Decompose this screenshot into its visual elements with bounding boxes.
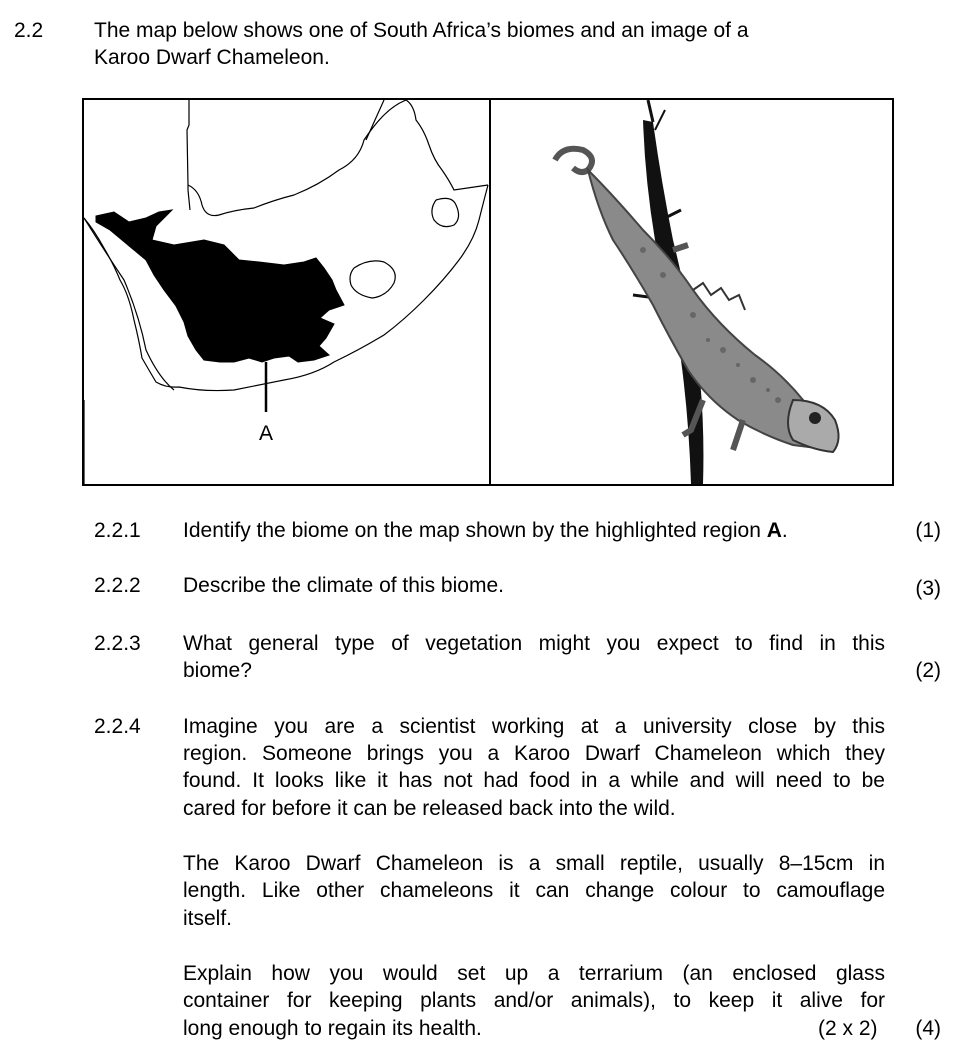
subq-2-2-2-marks: (3) (915, 577, 941, 600)
subq-2-2-3-line-1: What general type of vegetation might you expect to find in this (183, 632, 885, 655)
map-label-a: A (258, 422, 274, 445)
subq-2-2-1-number: 2.2.1 (94, 519, 141, 542)
biome-map (84, 100, 491, 484)
intro-line-2: Karoo Dwarf Chameleon. (94, 46, 330, 69)
subq-2-2-1-text: Identify the biome on the map shown by the highlighted region A. (183, 519, 788, 542)
subq-2-2-4-number: 2.2.4 (94, 715, 141, 738)
subq-2-2-4-p3-line-1: Explain how you would set up a terrarium (an enclosed glass (183, 962, 885, 985)
subq-2-2-4-p1-line-1: Imagine you are a scientist working at a university close by this (183, 715, 885, 738)
figure-box (82, 98, 894, 486)
subq-2-2-3-number: 2.2.3 (94, 632, 141, 655)
subq-2-2-1-marks: (1) (915, 519, 941, 542)
subq-2-2-3-line-2: biome? (183, 659, 252, 682)
subq-2-2-4-p2-line-1: The Karoo Dwarf Chameleon is a small reptile, usually 8–15cm in (183, 852, 885, 875)
subq-2-2-2-number: 2.2.2 (94, 574, 141, 597)
subq-2-2-4-p3-line-2: container for keeping plants and/or animals), to keep it alive for (183, 989, 885, 1012)
subq-2-2-4-p1-line-2: region. Someone brings you a Karoo Dwarf Chameleon which they (183, 742, 885, 765)
subq-2-2-4-p3-line-3: long enough to regain its health. (183, 1017, 482, 1040)
subq-2-2-3-marks: (2) (915, 659, 941, 682)
subq-2-2-4-sub-marks: (2 x 2) (818, 1017, 878, 1040)
intro-line-1: The map below shows one of South Africa’s biomes and an image of a (94, 19, 749, 42)
question-number: 2.2 (14, 19, 44, 42)
subq-2-2-4-p1-line-4: cared for before it can be released back into the wild. (183, 797, 676, 820)
subq-2-2-4-marks: (4) (915, 1017, 941, 1040)
subq-2-2-4-p1-line-3: found. It looks like it has not had food in a while and will need to be (183, 769, 885, 792)
subq-2-2-4-p2-line-3: itself. (183, 907, 233, 930)
subq-2-2-2-text: Describe the climate of this biome. (183, 574, 504, 597)
subq-2-2-4-p2-line-2: length. Like other chameleons it can change colour to camouflage (183, 879, 885, 902)
figure-divider (489, 98, 491, 486)
chameleon-image (493, 100, 892, 484)
